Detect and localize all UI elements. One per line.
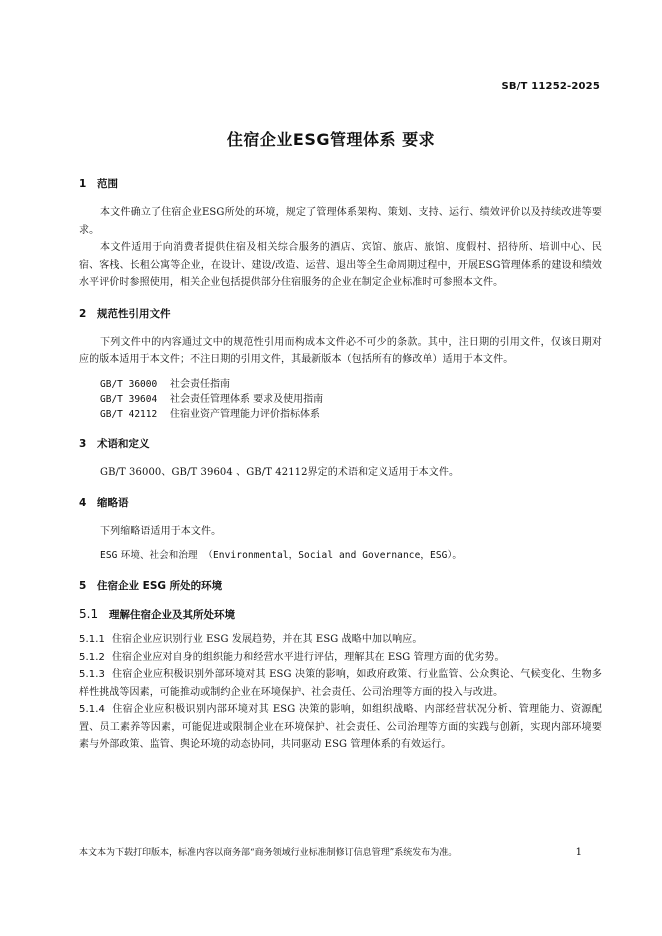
- reference-title: 社会责任指南: [170, 378, 230, 390]
- section-title: 术语和定义: [97, 437, 150, 450]
- clause-text: 住宿企业应对自身的组织能力和经营水平进行评估，理解其在 ESG 管理方面的优劣势。: [111, 651, 505, 663]
- footer-note: 本文本为下载打印版本，标准内容以商务部“商务领域行业标准制修订信息管理”系统发布为准。: [79, 848, 458, 858]
- section-heading-abbreviations: [79, 495, 602, 511]
- section-title: 规范性引用文件: [97, 307, 171, 320]
- page-number: 1: [575, 847, 582, 858]
- abbreviation-term: ESG: [100, 549, 118, 561]
- section-title: 住宿企业 ESG 所处的环境: [97, 580, 223, 592]
- clause-5-1-1: [79, 631, 602, 649]
- paragraph: 本文件确立了住宿企业ESG所处的环境，规定了管理体系架构、策划、支持、运行、绩效评价以及持续改进等要求。: [79, 207, 602, 236]
- subsection-heading: [79, 606, 602, 623]
- standard-code: SB/T 11252-2025: [501, 81, 600, 92]
- subsection-number: 5.1: [79, 607, 99, 621]
- reference-code: GB/T 39604: [100, 393, 158, 405]
- clause-text: 住宿企业应识别行业 ESG 发展趋势，并在其 ESG 战略中加以响应。: [111, 634, 423, 645]
- reference-code: GB/T 42112: [100, 408, 158, 420]
- clause-number: 5.1.2: [79, 651, 105, 663]
- clause-5-1-2: [79, 649, 602, 667]
- paragraph: 本文件适用于向消费者提供住宿及相关综合服务的酒店、宾馆、旅店、旅馆、度假村、招待所、培训中心、民宿、客栈、长租公寓等企业，在设计、建设/改造、运营、退出等全生命周期过程中，开展ESG管理体系的建设和绩效水平评价时参照使用，相关企业包括提供部分住宿服务的企业在制定企业标准时可参照本文件。: [79, 242, 602, 288]
- document-body: [79, 176, 602, 754]
- paragraph: 下列缩略语适用于本文件。: [100, 526, 222, 537]
- reference-title: 社会责任管理体系 要求及使用指南: [170, 393, 324, 405]
- clause-text: 住宿企业应积极识别内部环境对其 ESG 决策的影响，如组织战略、内部经营状况分析、管理能力、资源配置、员工素养等因素，可能促进或限制企业在环境保护、社会责任、公司治理等方面的实践与创新，实现内部环境要素与外部政策、监管、舆论环境的动态协同，共同驱动 ESG 管理体系的有效运行。: [79, 704, 602, 750]
- clause-5-1-3: [79, 666, 602, 701]
- abbreviation-definition: 环境、社会和治理 （Environmental，Social and Governance，ESG）。: [120, 549, 462, 561]
- clause-number: 5.1.4: [79, 704, 105, 715]
- section-number: 2: [79, 307, 87, 320]
- abbreviation-entry: [79, 547, 602, 565]
- section-number: 3: [79, 437, 87, 450]
- document-title: 住宿企业ESG管理体系 要求: [226, 130, 436, 149]
- clause-number: 5.1.3: [79, 669, 105, 680]
- clause-number: 5.1.1: [79, 634, 105, 645]
- reference-item: [79, 407, 602, 422]
- paragraph: 下列文件中的内容通过文中的规范性引用而构成本文件必不可少的条款。其中，注日期的引用文件，仅该日期对应的版本适用于本文件；不注日期的引用文件，其最新版本（包括所有的修改单）适用于本文件。: [79, 336, 602, 365]
- section-number: 1: [79, 178, 87, 190]
- section-heading-scope: [79, 176, 602, 192]
- clause-text: 住宿企业应积极识别外部环境对其 ESG 决策的影响，如政府政策、行业监管、公众舆论、气候变化、生物多样性挑战等因素，可能推动或制约企业在环境保护、社会责任、公司治理等方面的投入与改进。: [79, 669, 602, 698]
- section-heading-terms: [79, 436, 602, 452]
- section-number: 5: [79, 580, 87, 592]
- section-number: 4: [79, 497, 87, 509]
- section-title: 范围: [97, 178, 118, 190]
- clause-5-1-4: [79, 701, 602, 754]
- reference-title: 住宿业资产管理能力评价指标体系: [170, 408, 320, 420]
- section-heading-normative-references: [79, 306, 602, 322]
- reference-item: [79, 377, 602, 392]
- section-heading-context: [79, 578, 602, 594]
- section-title: 缩略语: [97, 497, 129, 509]
- reference-item: [79, 392, 602, 407]
- paragraph: GB/T 36000、GB/T 39604 、GB/T 42112界定的术语和定义适用于本文件。: [100, 466, 460, 478]
- reference-code: GB/T 36000: [100, 378, 158, 390]
- subsection-title: 理解住宿企业及其所处环境: [109, 609, 235, 621]
